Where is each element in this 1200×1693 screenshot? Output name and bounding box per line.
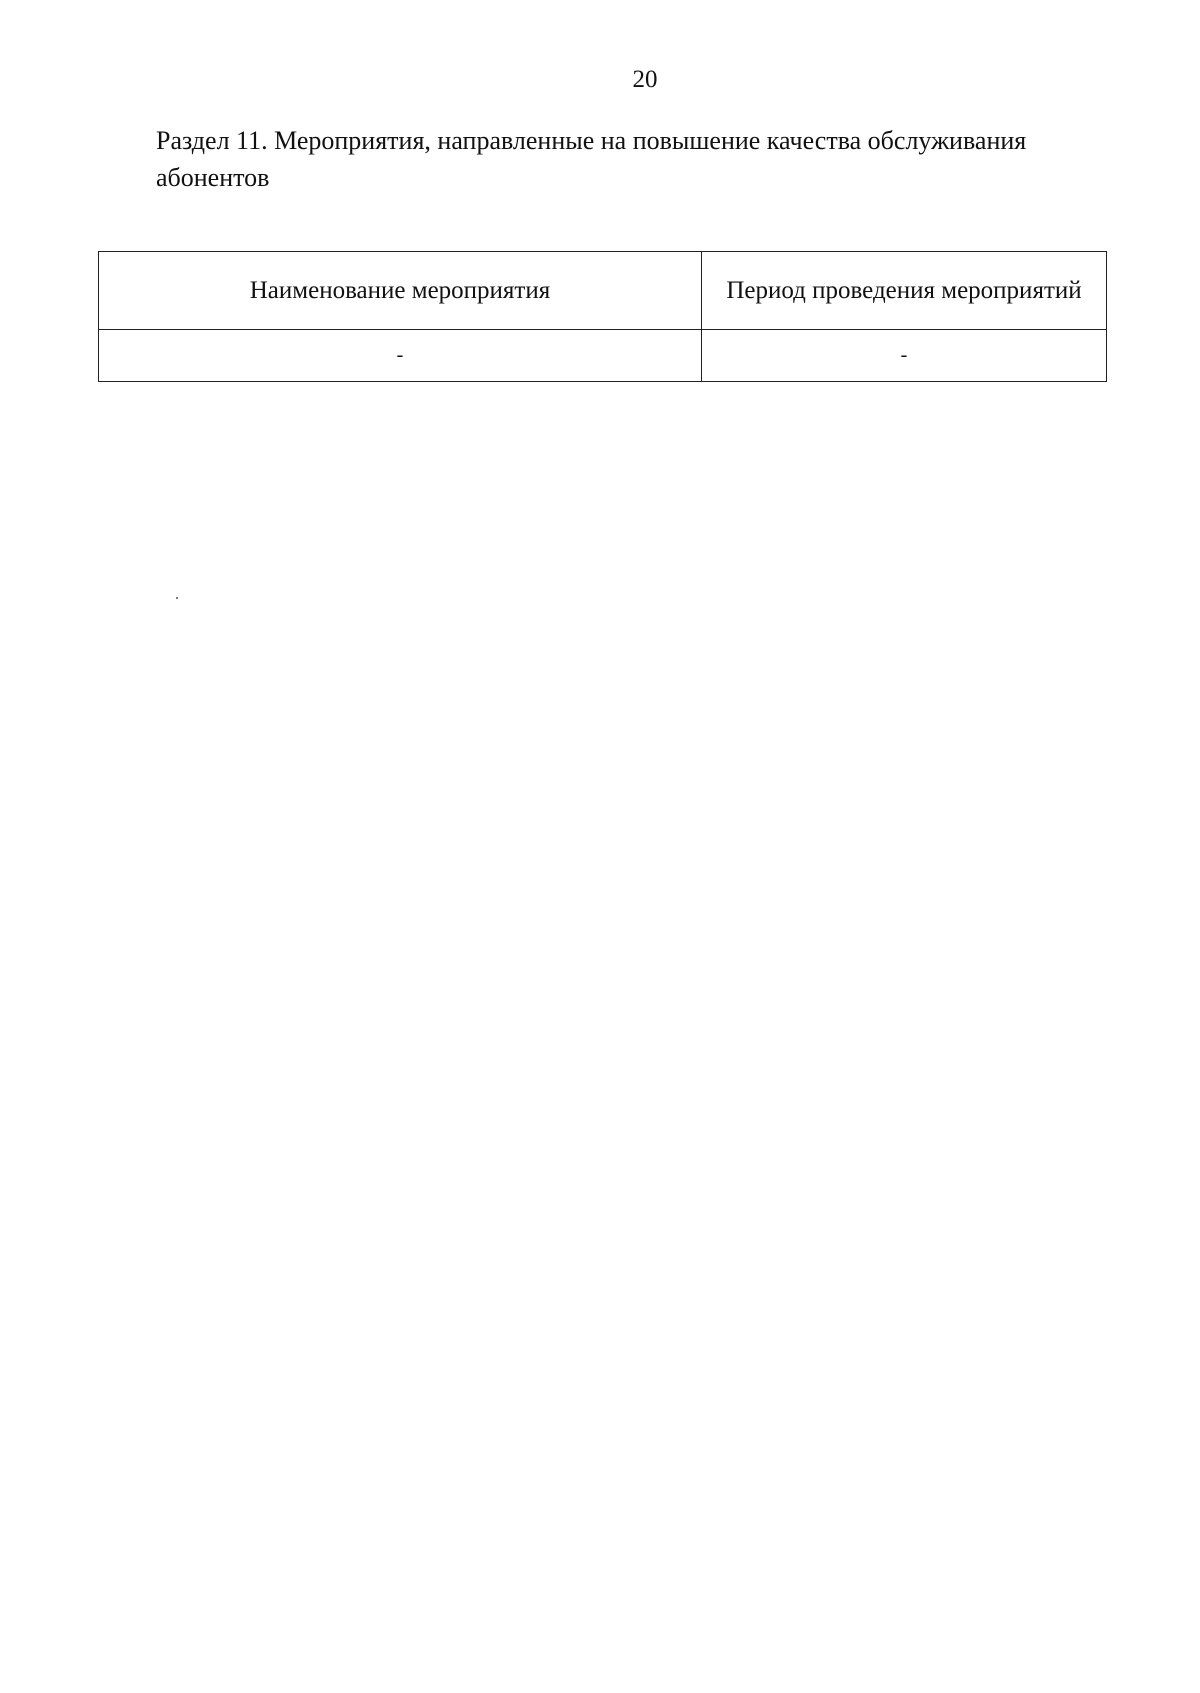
table-header-row xyxy=(99,252,1107,330)
header-event-period: Период проведения мероприятий xyxy=(702,252,1107,330)
table-row xyxy=(99,330,1107,382)
header-event-name: Наименование мероприятия xyxy=(99,252,702,330)
page-number: 20 xyxy=(632,66,658,93)
scan-speck xyxy=(176,597,178,599)
events-table xyxy=(98,251,1107,382)
cell-event-period: - xyxy=(702,330,1107,382)
section-title: Раздел 11. Мероприятия, направленные на повышение качества обслуживания абонентов xyxy=(156,126,1027,192)
cell-event-name: - xyxy=(99,330,702,382)
